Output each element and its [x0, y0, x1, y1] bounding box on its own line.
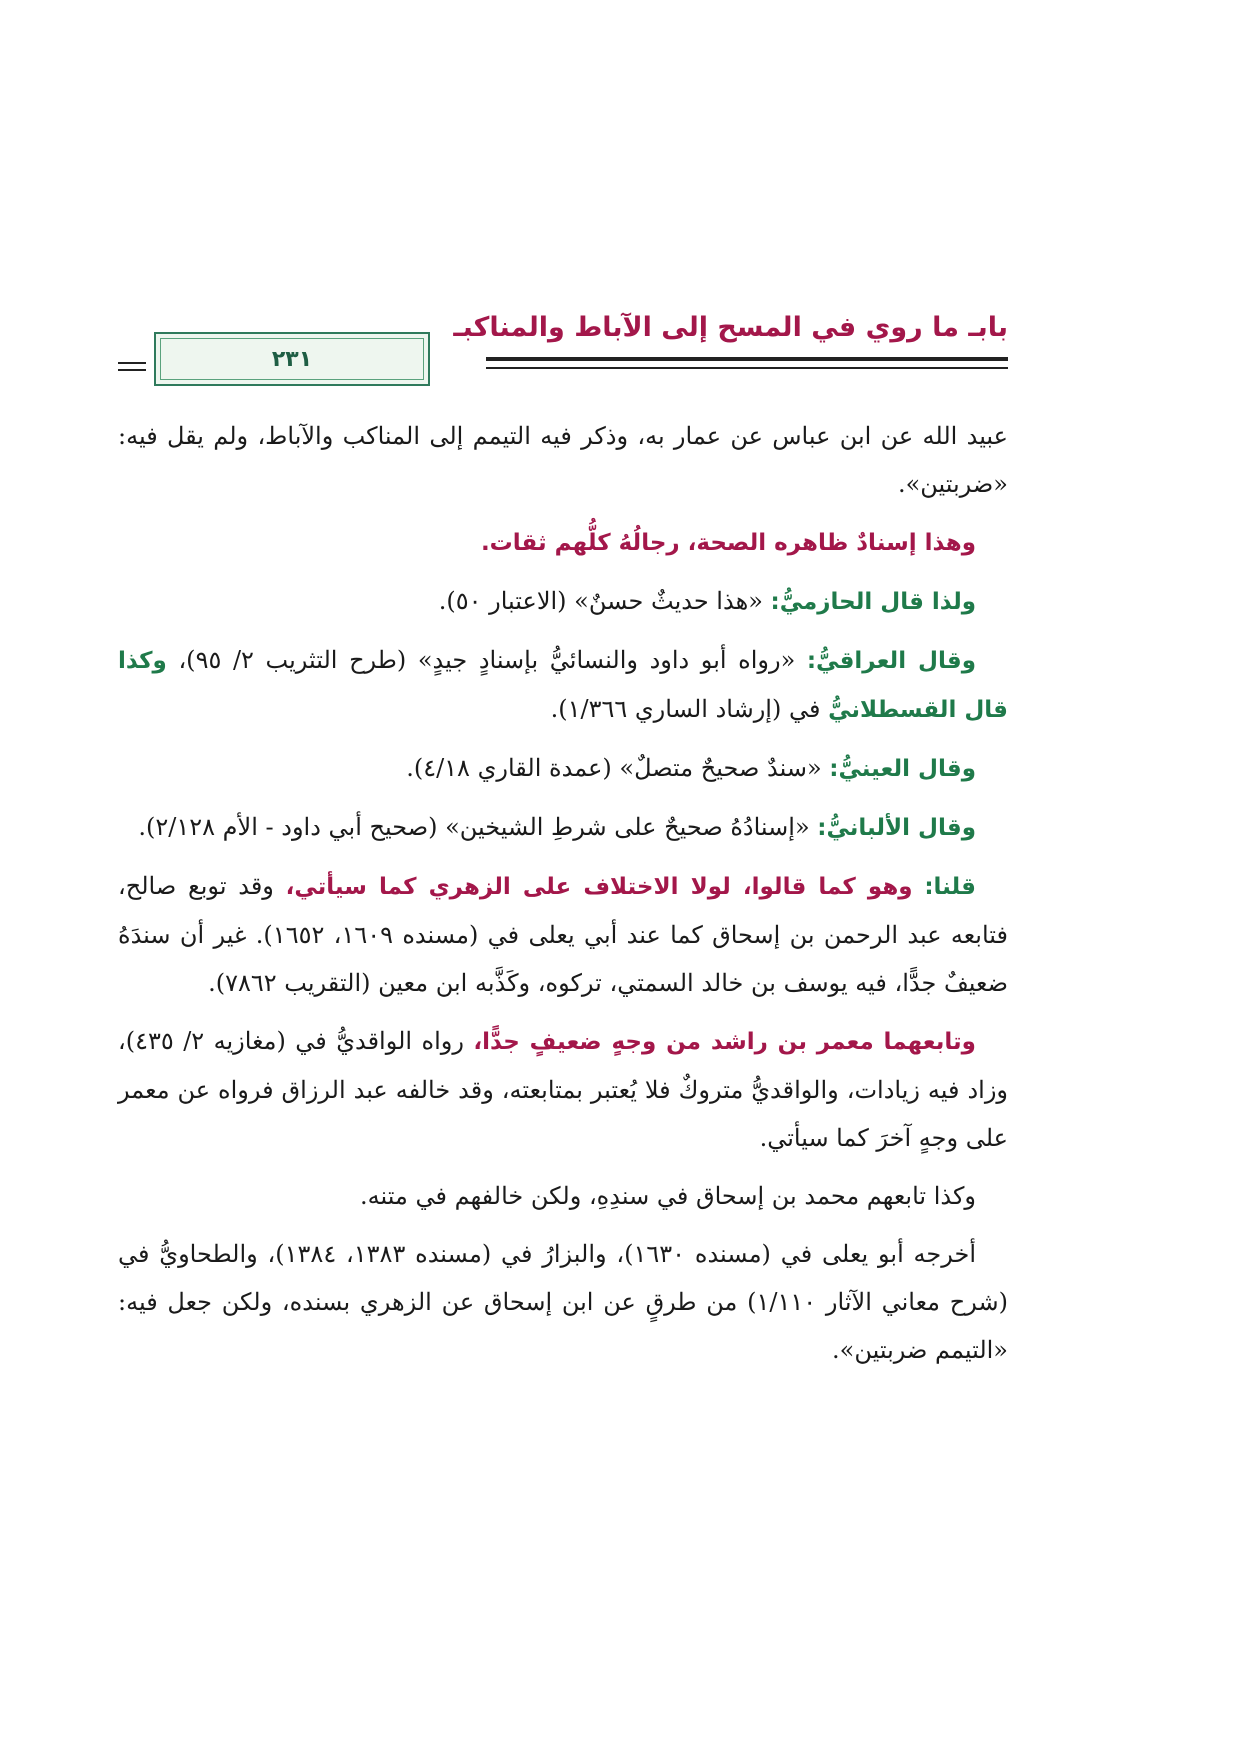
paragraph [118, 1017, 1008, 1162]
header-rule-left-top [118, 362, 146, 364]
page-body [118, 412, 1008, 1384]
speaker-label: وقال الألبانيُّ: [817, 815, 976, 841]
highlighted-text: وهذا إسنادٌ ظاهره الصحة، رجالُهُ كلُّهم ثقات. [480, 530, 976, 556]
paragraph-text: وقد توبع صالح، فتابعه عبد الرحمن بن إسحاق كما عند أبي يعلى في (مسنده ١٦٠٩، ١٦٥٢). غير أن سندَهُ ضعيفٌ جدًّا، فيه يوسف بن خالد السمتي، تركوه، وكَذَّبه ابن معين (التقريب ٧٨٦٢). [118, 872, 1009, 997]
paragraph-text: عبيد الله عن ابن عباس عن عمار به، وذكر فيه التيمم إلى المناكب والآباط، ولم يقل فيه: «ضربتين». [118, 422, 1008, 498]
paragraph [118, 1172, 1008, 1220]
paragraph-text [913, 872, 925, 900]
paragraph [118, 518, 1008, 567]
header-rule-right-bottom [486, 367, 1008, 369]
highlighted-text: وهو كما قالوا، لولا الاختلاف على الزهري كما سيأتي، [285, 874, 913, 900]
paragraph-text: في (إرشاد الساري ١/٣٦٦). [550, 695, 829, 723]
header-rule-right-top [486, 357, 1008, 361]
paragraph-text: أخرجه أبو يعلى في (مسنده ١٦٣٠)، والبزارُ في (مسنده ١٣٨٣، ١٣٨٤)، والطحاويُّ في (شرح معاني الآثار ١/١١٠) من طرقٍ عن ابن إسحاق عن الزهري بسنده، ولكن جعل فيه: «التيمم ضربتين». [118, 1240, 1008, 1364]
speaker-label: وقال العراقيُّ: [806, 648, 977, 674]
speaker-label: ولذا قال الحازميُّ: [770, 589, 976, 615]
paragraph [118, 1230, 1008, 1374]
speaker-label: وقال العينيُّ: [829, 756, 976, 782]
highlighted-text: وتابعهما معمر بن راشد من وجهٍ ضعيفٍ جدًّا، [473, 1029, 976, 1055]
paragraph [118, 744, 1008, 793]
paragraph [118, 412, 1008, 508]
paragraph-text: «إسنادُهُ صحيحٌ على شرطِ الشيخين» (صحيح أبي داود - الأم ٢/١٢٨). [138, 813, 818, 841]
paragraph [118, 636, 1008, 734]
paragraph [118, 803, 1008, 852]
paragraph [118, 862, 1008, 1007]
speaker-label: قلنا: [924, 874, 976, 900]
paragraph-text: وكذا تابعهم محمد بن إسحاق في سندِهِ، ولكن خالفهم في متنه. [360, 1182, 976, 1210]
speaker-label: وكذا قال القسطلانيُّ [118, 648, 1008, 723]
header-rule-left-bottom [118, 369, 146, 371]
paragraph-text: «سندٌ صحيحٌ متصلٌ» (عمدة القاري ٤/١٨). [406, 754, 830, 782]
chapter-title: بابـ ما روي في المسح إلى الآباط والمناكبـ [453, 312, 1008, 343]
paragraph-text: «رواه أبو داود والنسائيُّ بإسنادٍ جيدٍ» (طرح التثريب ٢/ ٩٥)، [166, 646, 807, 674]
page-number-badge [154, 332, 430, 386]
paragraph-text: «هذا حديثٌ حسنٌ» (الاعتبار ٥٠). [438, 587, 771, 615]
paragraph-text: رواه الواقديُّ في (مغازيه ٢/ ٤٣٥)، وزاد فيه زيادات، والواقديُّ متروكٌ فلا يُعتبر بمتابعته، وقد خالفه عبد الرزاق فرواه عن معمر على وجهٍ آخرَ كما سيأتي. [118, 1027, 1008, 1152]
paragraph [118, 577, 1008, 626]
page-header [118, 312, 1008, 386]
page-number: ٢٣١ [271, 346, 313, 372]
